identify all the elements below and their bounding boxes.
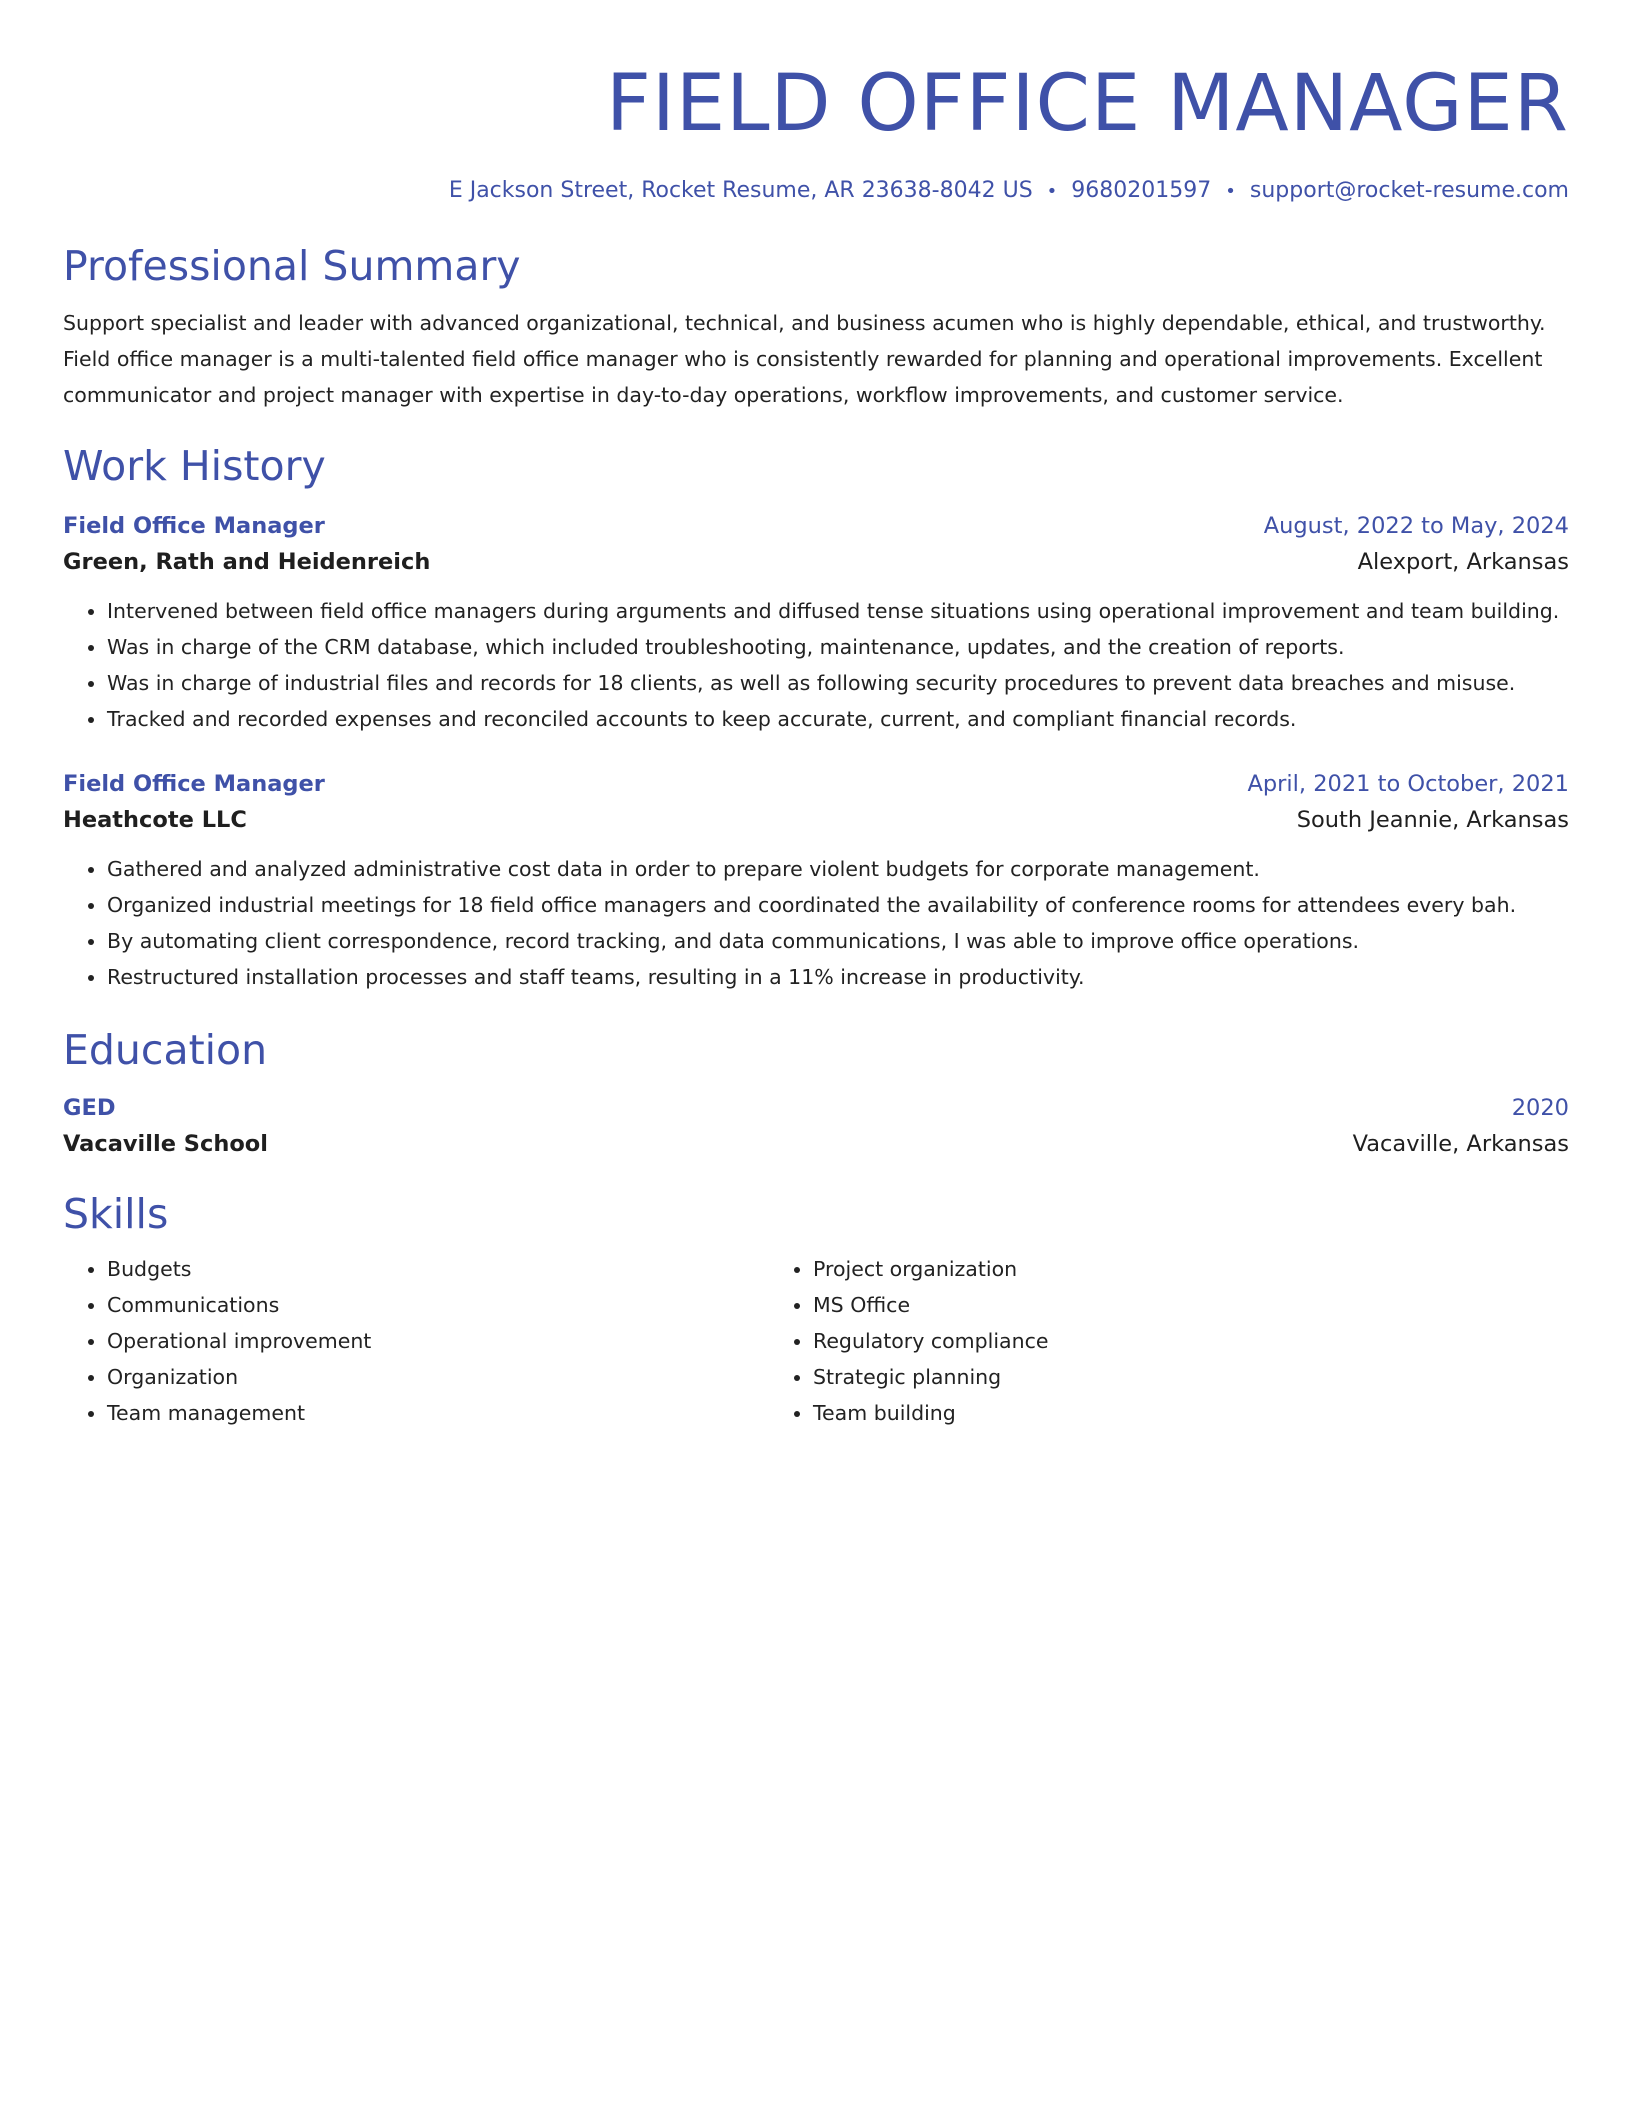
skill-item: • MS Office [813, 1287, 1443, 1323]
skill-item: • Team management [107, 1395, 753, 1431]
education-school-row [63, 1125, 1569, 1163]
job-bullet-list [63, 851, 1569, 995]
job-bullet: • Organized industrial meetings for 18 field office managers and coordinated the availability of conference rooms for attendees every bah. [107, 887, 1569, 923]
education-degree: GED [63, 1095, 116, 1121]
job-employer: Heathcote LLC [63, 807, 247, 833]
education-entry [63, 1091, 1569, 1163]
skills-heading: Skills [63, 1190, 169, 1238]
skill-item: • Regulatory compliance [813, 1323, 1443, 1359]
job-entry [63, 767, 1569, 995]
resume-header [63, 54, 1569, 207]
skill-item: • Organization [107, 1359, 753, 1395]
skills-list-right [753, 1251, 1443, 1431]
job-bullet: • By automating client correspondence, record tracking, and data communications, I was able to improve office operations. [107, 923, 1569, 959]
job-bullet: • Gathered and analyzed administrative cost data in order to prepare violent budgets for corporate management. [107, 851, 1569, 887]
skill-item: • Budgets [107, 1251, 753, 1287]
job-bullet: • Was in charge of the CRM database, which included troubleshooting, maintenance, updates, and the creation of reports. [107, 629, 1569, 665]
contact-phone: 9680201597 [1071, 178, 1212, 203]
job-header-row [63, 509, 1569, 543]
job-location: Alexport, Arkansas [1357, 549, 1569, 575]
job-bullet: • Tracked and recorded expenses and reconciled accounts to keep accurate, current, and compliant financial records. [107, 701, 1569, 737]
contact-line [63, 176, 1569, 207]
work-history-heading: Work History [63, 442, 326, 490]
contact-separator: • [1046, 181, 1058, 202]
candidate-title: FIELD OFFICE MANAGER [605, 59, 1569, 149]
education-header-row [63, 1091, 1569, 1125]
job-entry [63, 509, 1569, 737]
job-title: Field Office Manager [63, 771, 325, 797]
education-location: Vacaville, Arkansas [1352, 1131, 1569, 1157]
job-bullet-list [63, 593, 1569, 737]
job-bullet: • Restructured installation processes and staff teams, resulting in a 11% increase in productivity. [107, 959, 1569, 995]
skill-item: • Operational improvement [107, 1323, 753, 1359]
contact-email: support@rocket-resume.com [1249, 178, 1569, 203]
job-employer: Green, Rath and Heidenreich [63, 549, 431, 575]
contact-address: E Jackson Street, Rocket Resume, AR 23638-8042 US [448, 178, 1033, 203]
job-dates: April, 2021 to October, 2021 [1247, 771, 1569, 797]
skills-columns [63, 1251, 1569, 1431]
education-section [63, 1025, 1569, 1163]
contact-separator: • [1225, 181, 1236, 202]
summary-text: Support specialist and leader with advanced organizational, technical, and business acumen who is highly dependable, ethical, and trustworthy. Field office manager is a multi-talented field office manager who is consistently rewarded for planning and operational improvements. Excellent communicator and project manager with expertise in day-to-day operations, workflow improvements, and customer service. [63, 311, 1546, 407]
job-bullet: • Was in charge of industrial files and records for 18 clients, as well as following security procedures to prevent data breaches and misuse. [107, 665, 1569, 701]
job-header-row [63, 767, 1569, 801]
work-history-section [63, 441, 1569, 995]
job-title: Field Office Manager [63, 513, 325, 539]
education-school: Vacaville School [63, 1131, 268, 1157]
job-dates: August, 2022 to May, 2024 [1263, 513, 1569, 539]
summary-heading: Professional Summary [63, 242, 521, 290]
summary-section [63, 241, 1569, 413]
education-heading: Education [63, 1026, 268, 1074]
skill-item: • Team building [813, 1395, 1443, 1431]
job-employer-row [63, 801, 1569, 839]
job-bullet: • Intervened between field office managers during arguments and diffused tense situations using operational improvement and team building. [107, 593, 1569, 629]
skills-section [63, 1189, 1569, 1431]
skill-item: • Project organization [813, 1251, 1443, 1287]
skill-item: • Communications [107, 1287, 753, 1323]
skill-item: • Strategic planning [813, 1359, 1443, 1395]
job-location: South Jeannie, Arkansas [1296, 807, 1569, 833]
education-year: 2020 [1511, 1095, 1569, 1121]
job-employer-row [63, 543, 1569, 581]
skills-list-left [63, 1251, 753, 1431]
